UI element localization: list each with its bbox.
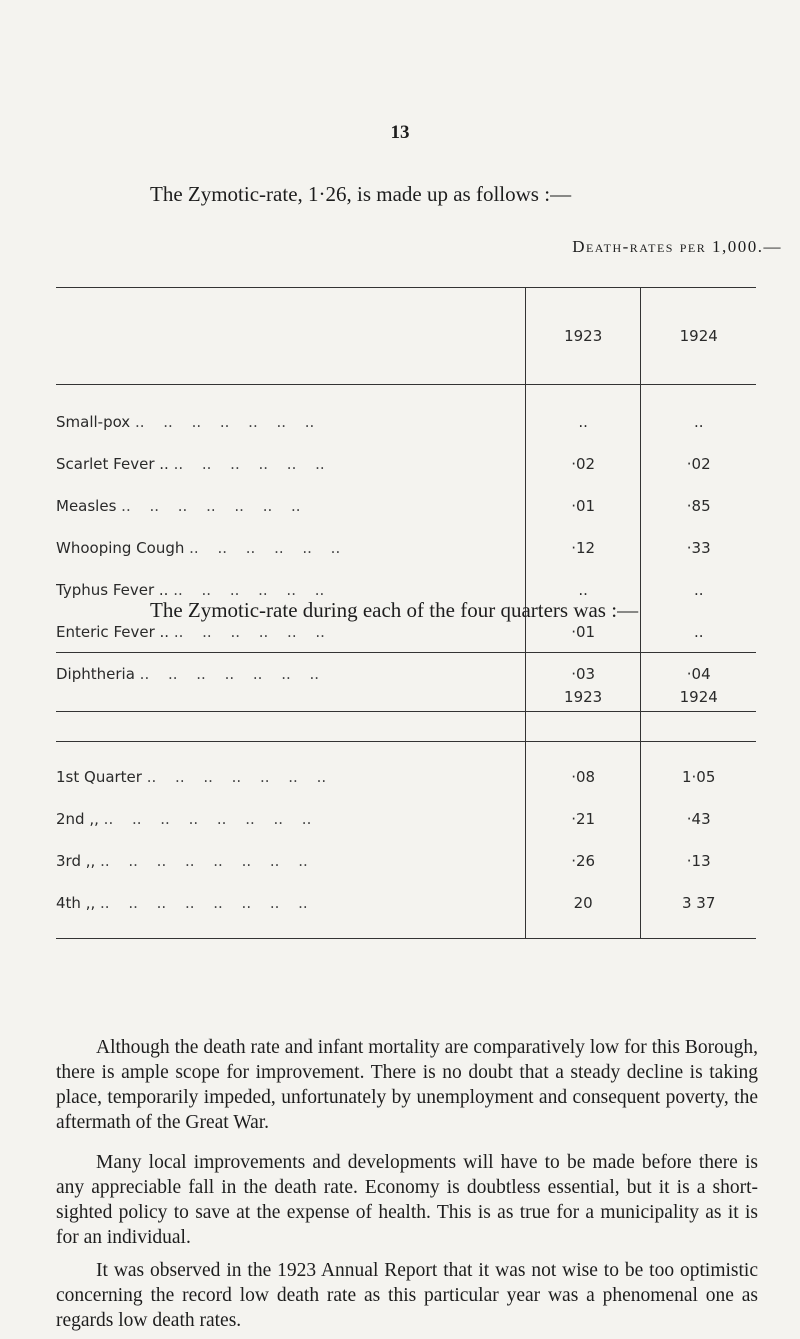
- value-1924: 1·05: [682, 768, 716, 786]
- row-label: 1st Quarter .. .. .. .. .. .. ..: [56, 768, 327, 786]
- value-1924: ..: [693, 413, 704, 431]
- table1-header-1924: 1924: [641, 288, 756, 385]
- row-label: Measles .. .. .. .. .. .. ..: [56, 497, 301, 515]
- row-label: 4th ,, .. .. .. .. .. .. .. ..: [56, 894, 308, 912]
- value-1924: ·02: [686, 455, 711, 473]
- leader-dots: .. .. .. .. .. .. ..: [134, 413, 315, 431]
- quarterly-rates-table: [56, 652, 756, 939]
- table-row: [56, 527, 756, 569]
- leader-dots: .. .. .. .. .. .. ..: [121, 497, 301, 515]
- leader-dots: .. .. .. .. .. .. .. ..: [103, 810, 312, 828]
- row-label: Typhus Fever .. .. .. .. .. .. ..: [56, 581, 325, 599]
- value-1924: ·43: [686, 810, 711, 828]
- leader-dots: .. .. .. .. .. .. ..: [139, 665, 320, 683]
- table1-header-1923: 1923: [525, 288, 641, 385]
- value-1924: ..: [693, 623, 704, 641]
- value-1923: ·01: [525, 485, 641, 527]
- leader-dots: .. .. .. .. .. .. ..: [146, 768, 327, 786]
- paragraph-2: Many local improvements and developments will have to be made before there is any appreciable fall in the death rate. Economy is doubtless essential, but it is a short-sighted policy to save at the expense of health. This is as true for a municipality as it is for an individual.: [56, 1151, 758, 1248]
- leader-dots: .. .. .. .. .. ..: [189, 539, 341, 557]
- paragraph-3: It was observed in the 1923 Annual Report that it was not wise to be too optimistic concerning the record low death rate as this particular year was a phenomenal one as regards low death rates.: [56, 1259, 758, 1331]
- value-1924: ·33: [686, 539, 711, 557]
- value-1924: ·85: [686, 497, 711, 515]
- value-1923: ..: [525, 569, 641, 611]
- value-1923: ·12: [525, 527, 641, 569]
- row-label: 3rd ,, .. .. .. .. .. .. .. ..: [56, 852, 308, 870]
- value-1923: ·03: [525, 653, 641, 695]
- page-number: 13: [390, 122, 410, 143]
- table1-header-blank: [56, 288, 525, 385]
- leader-dots: .. .. .. .. .. ..: [173, 581, 325, 599]
- death-rates-table: [56, 287, 756, 712]
- value-1923: ·01: [525, 611, 641, 653]
- value-1923: ·02: [525, 443, 641, 485]
- leader-dots: .. .. .. .. .. .. .. ..: [100, 894, 308, 912]
- row-label: Diphtheria .. .. .. .. .. .. ..: [56, 665, 320, 683]
- row-label: Small-pox .. .. .. .. .. .. ..: [56, 413, 315, 431]
- leader-dots: .. .. .. .. .. ..: [173, 455, 325, 473]
- value-1924: ·13: [686, 852, 711, 870]
- quarters-heading: The Zymotic-rate during each of the four quarters was :—: [150, 598, 639, 622]
- table-row: [56, 401, 756, 443]
- table2-header-1924: 1924: [641, 653, 756, 742]
- table2-header-row: [56, 653, 756, 742]
- row-label: Scarlet Fever .. .. .. .. .. .. ..: [56, 455, 325, 473]
- intro-sentence: The Zymotic-rate, 1·26, is made up as follows :—: [150, 182, 572, 206]
- value-1924: ..: [693, 581, 704, 599]
- value-1924: 3 37: [682, 894, 716, 912]
- value-1923: 20: [525, 882, 641, 924]
- table-row: [56, 443, 756, 485]
- leader-dots: .. .. .. .. .. ..: [173, 623, 325, 641]
- table-row: [56, 798, 756, 840]
- value-1923: ·26: [525, 840, 641, 882]
- value-1923: ·08: [525, 756, 641, 798]
- value-1924: ·04: [686, 665, 711, 683]
- value-1923: ·21: [525, 798, 641, 840]
- table-row: [56, 882, 756, 924]
- table-row: [56, 756, 756, 798]
- table-row: [56, 840, 756, 882]
- paragraph-1: Although the death rate and infant mortality are comparatively low for this Borough, there is ample scope for improvement. There is no doubt that a steady decline is taking place, temporarily impeded, unfortunately by unemployment and consequent poverty, the aftermath of the Great War.: [56, 1036, 758, 1133]
- row-label: Whooping Cough .. .. .. .. .. ..: [56, 539, 341, 557]
- table1-header-row: [56, 288, 756, 385]
- row-label: Enteric Fever .. .. .. .. .. .. ..: [56, 623, 325, 641]
- table1-caption: Death-rates per 1,000.—: [572, 237, 782, 256]
- leader-dots: .. .. .. .. .. .. .. ..: [100, 852, 308, 870]
- table2-header-1923: 1923: [525, 653, 641, 742]
- table2-header-blank: [56, 653, 525, 742]
- row-label: 2nd ,, .. .. .. .. .. .. .. ..: [56, 810, 312, 828]
- value-1923: ..: [525, 401, 641, 443]
- table-row: [56, 485, 756, 527]
